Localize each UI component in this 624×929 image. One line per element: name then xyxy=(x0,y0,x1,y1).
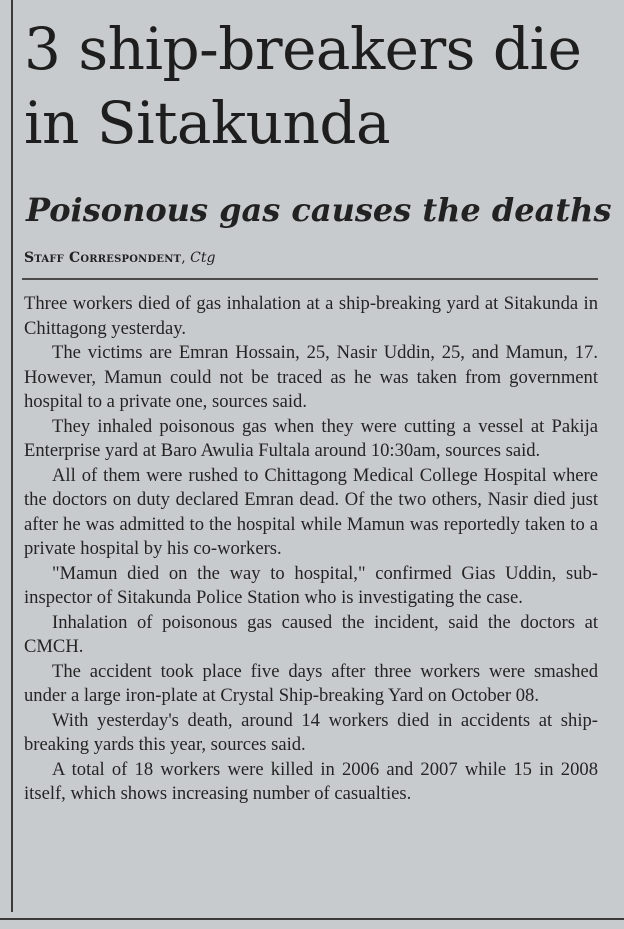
byline-separator: , xyxy=(181,250,191,266)
paragraph: The accident took place five days after three workers were smashed under a large iron-plate at Crystal Ship-breaking Yard on October 08. xyxy=(24,660,598,706)
column-rule-bottom xyxy=(0,918,624,920)
byline-author: Staff Correspondent xyxy=(24,250,182,266)
byline-location: Ctg xyxy=(190,250,216,266)
paragraph: They inhaled poisonous gas when they were cutting a vessel at Pakija Enterprise yard at Baro Awulia Fultala around 10:30am, sources said. xyxy=(24,415,598,461)
subheadline: Poisonous gas causes the deaths xyxy=(26,191,612,229)
paragraph: A total of 18 workers were killed in 2006 and 2007 while 15 in 2008 itself, which shows increasing number of casualties. xyxy=(24,758,598,804)
byline xyxy=(24,250,215,266)
paragraph: Three workers died of gas inhalation at a ship-breaking yard at Sitakunda in Chittagong yesterday. xyxy=(24,293,598,339)
paragraph: "Mamun died on the way to hospital," confirmed Gias Uddin, sub-inspector of Sitakunda Police Station who is investigating the case. xyxy=(24,562,598,608)
column-rule-left xyxy=(11,0,13,912)
paragraph: Inhalation of poisonous gas caused the incident, said the doctors at CMCH. xyxy=(24,611,598,657)
paragraph: All of them were rushed to Chittagong Medical College Hospital where the doctors on duty declared Emran dead. Of the two others, Nasir died just after he was admitted to the hospital while Mamun was reportedly taken to a private hospital by his co-workers. xyxy=(24,464,598,559)
byline-divider xyxy=(22,278,598,280)
paragraph: The victims are Emran Hossain, 25, Nasir Uddin, 25, and Mamun, 17. However, Mamun could not be traced as he was taken from government hospital to a private one, sources said. xyxy=(24,342,598,412)
article-body xyxy=(24,292,598,807)
headline: 3 ship-breakers die in Sitakunda xyxy=(24,15,582,157)
paragraph: With yesterday's death, around 14 workers died in accidents at ship-breaking yards this year, sources said. xyxy=(24,709,598,755)
